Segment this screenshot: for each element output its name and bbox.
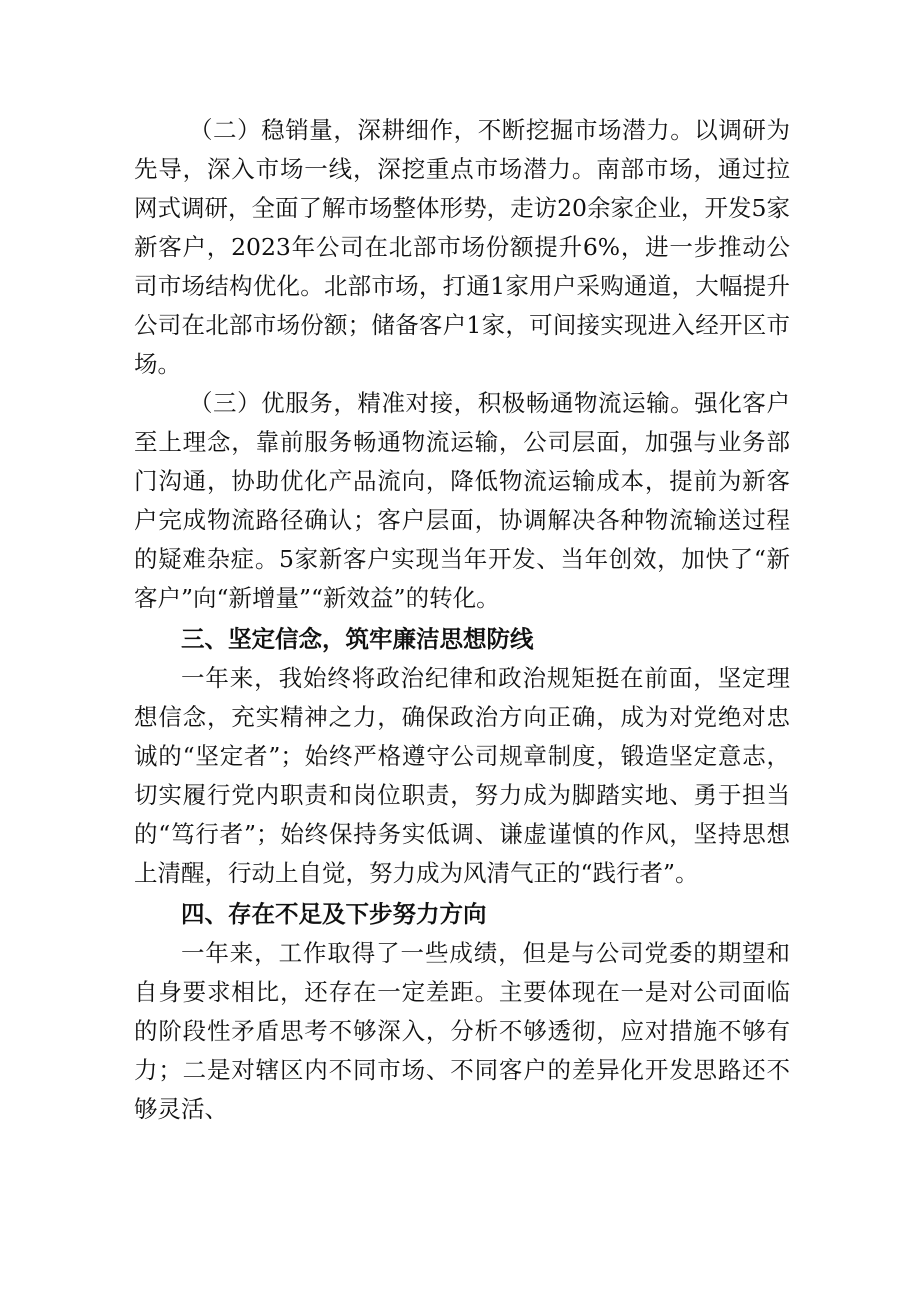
paragraph-market-sales: （二）稳销量，深耕细作，不断挖掘市场潜力。以调研为先导，深入市场一线，深挖重点市场潜力。南部市场，通过拉网式调研，全面了解市场整体形势，走访20余家企业，开发5家新客户，2023年公司在北部市场份额提升6%，进一步推动公司市场结构优化。北部市场，打通1家用户采购通道，大幅提升公司在北部市场份额；储备客户1家，可间接实现进入经开区市场。	[134, 116, 790, 378]
section-spacer	[134, 893, 790, 894]
paragraph-integrity: 一年来，我始终将政治纪律和政治规矩挺在前面，坚定理想信念，充实精神之力，确保政治方向正确，成为对党绝对忠诚的“坚定者”；始终严格遵守公司规章制度，锻造坚定意志，切实履行党内职责和岗位职责，努力成为脚踏实地、勇于担当的“笃行者”；始终保持务实低调、谦虚谨慎的作风，坚持思想上清醒，行动上自觉，努力成为风清气正的“践行者”。	[134, 664, 790, 887]
section-heading-shortcomings: 四、存在不足及下步努力方向	[181, 900, 487, 928]
paragraph-shortcomings: 一年来，工作取得了一些成绩，但是与公司党委的期望和自身要求相比，还存在一定差距。主要体现在一是对公司面临的阶段性矛盾思考不够深入，分析不够透彻，应对措施不够有力；二是对辖区内不同市场、不同客户的差异化开发思路还不够灵活、	[134, 939, 790, 1123]
section-spacer	[134, 618, 790, 619]
document-body	[134, 111, 790, 1129]
section-heading-integrity: 三、坚定信念，筑牢廉洁思想防线	[181, 625, 534, 653]
paragraph-service: （三）优服务，精准对接，积极畅通物流运输。强化客户至上理念，靠前服务畅通物流运输，公司层面，加强与业务部门沟通，协助优化产品流向，降低物流运输成本，提前为新客户完成物流路径确认；客户层面，协调解决各种物流输送过程的疑难杂症。5家新客户实现当年开发、当年创效，加快了“新客户”向“新增量”“新效益”的转化。	[134, 389, 790, 612]
